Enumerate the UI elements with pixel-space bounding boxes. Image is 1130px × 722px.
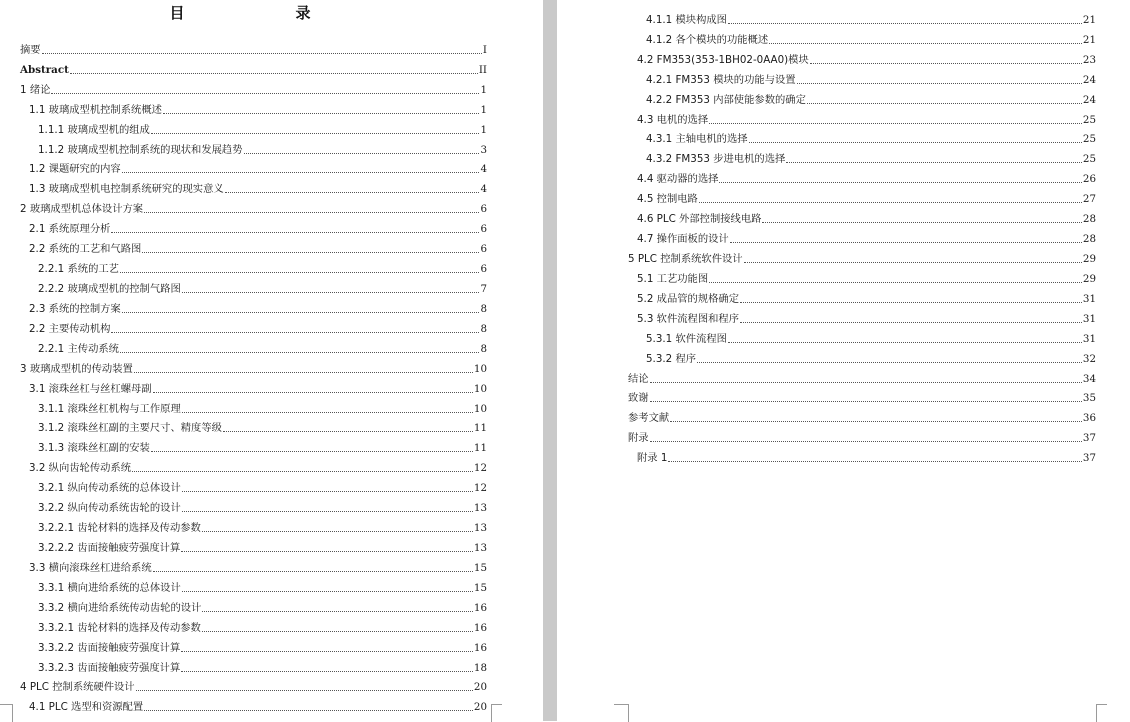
toc-leader-dots (122, 312, 480, 313)
toc-entry-page-number: 26 (1082, 173, 1096, 186)
toc-entry-title: 3.2 纵向齿轮传动系统 (29, 462, 132, 475)
toc-entry-page-number: 13 (473, 541, 487, 554)
toc-entry-title: 5.3.2 程序 (646, 352, 697, 365)
toc-entry-page-number: 31 (1082, 332, 1096, 345)
toc-leader-dots (670, 421, 1082, 422)
toc-entry-page-number: 6 (480, 223, 487, 236)
toc-entry[interactable] (20, 157, 487, 177)
toc-entry-page-number: 12 (473, 482, 487, 495)
toc-list-left (20, 37, 487, 714)
toc-leader-dots (244, 153, 480, 154)
toc-entry-title: 4.1.1 模块构成图 (646, 13, 727, 26)
toc-entry[interactable] (20, 555, 487, 575)
toc-leader-dots (709, 282, 1082, 283)
toc-entry-title: 3.1.2 滚珠丝杠副的主要尺寸、精度等级 (38, 422, 222, 435)
toc-entry[interactable] (628, 266, 1096, 286)
toc-entry[interactable] (20, 495, 487, 515)
toc-entry-title: 4.1.2 各个模块的功能概述 (646, 33, 769, 46)
toc-entry-page-number: 24 (1082, 73, 1096, 86)
toc-entry-page-number: 36 (1082, 412, 1096, 425)
toc-entry[interactable] (20, 595, 487, 615)
toc-leader-dots (181, 671, 473, 672)
toc-entry[interactable] (628, 87, 1096, 107)
toc-entry-page-number: 23 (1082, 53, 1096, 66)
crop-mark (614, 704, 629, 722)
toc-leader-dots (182, 491, 473, 492)
toc-leader-dots (181, 551, 473, 552)
toc-entry-title: 5.1 工艺功能图 (637, 272, 709, 285)
toc-list-right (628, 7, 1096, 465)
toc-entry[interactable] (20, 655, 487, 675)
toc-entry-title: 2.2.2 玻璃成型机的控制气路图 (38, 282, 181, 295)
toc-entry-page-number: 28 (1082, 233, 1096, 246)
toc-entry-title: 4.3.2 FM353 步进电机的选择 (646, 153, 786, 166)
toc-entry-page-number: 4 (480, 183, 487, 196)
toc-entry[interactable] (628, 186, 1096, 206)
toc-entry-page-number: 10 (473, 402, 487, 415)
toc-entry-page-number: 21 (1082, 33, 1096, 46)
toc-leader-dots (810, 63, 1082, 64)
toc-entry-title: 4 PLC 控制系统硬件设计 (20, 681, 135, 694)
toc-entry[interactable] (20, 256, 487, 276)
toc-entry-title: 3.3.1 横向进给系统的总体设计 (38, 581, 181, 594)
toc-entry-title: 2.2 主要传动机构 (29, 322, 111, 335)
toc-entry-page-number: 37 (1082, 432, 1096, 445)
toc-entry-title: 4.4 驱动器的选择 (637, 173, 719, 186)
toc-leader-dots (151, 451, 473, 452)
toc-entry-title: 3.2.2.2 齿面接触疲劳强度计算 (38, 541, 181, 554)
toc-leader-dots (797, 83, 1082, 84)
toc-entry-page-number: 16 (473, 601, 487, 614)
toc-entry-title: 附录 (628, 432, 649, 445)
toc-entry-title: 1.3 玻璃成型机电控制系统研究的现实意义 (29, 183, 224, 196)
toc-leader-dots (120, 272, 479, 273)
toc-entry-page-number: 25 (1082, 113, 1096, 126)
toc-entry[interactable] (628, 366, 1096, 386)
toc-entry-page-number: 24 (1082, 93, 1096, 106)
toc-entry[interactable] (20, 236, 487, 256)
toc-entry-title: 1.2 课题研究的内容 (29, 163, 121, 176)
toc-entry-title: 3.1 滚珠丝杠与丝杠螺母副 (29, 382, 152, 395)
toc-entry-page-number: 10 (473, 362, 487, 375)
toc-entry-page-number: 1 (480, 103, 487, 116)
toc-entry-title: 5.3.1 软件流程图 (646, 332, 727, 345)
toc-entry[interactable] (628, 326, 1096, 346)
toc-entry[interactable] (20, 57, 487, 77)
toc-entry[interactable] (20, 196, 487, 216)
toc-entry[interactable] (20, 396, 487, 416)
toc-leader-dots (182, 292, 480, 293)
toc-entry[interactable] (628, 27, 1096, 47)
toc-leader-dots (225, 192, 480, 193)
toc-entry-page-number: 32 (1082, 352, 1096, 365)
toc-leader-dots (730, 242, 1082, 243)
toc-leader-dots (709, 123, 1082, 124)
toc-entry-page-number: 6 (480, 263, 487, 276)
toc-entry-title: 3.2.1 纵向传动系统的总体设计 (38, 482, 181, 495)
toc-entry-page-number: 13 (473, 502, 487, 515)
toc-entry-title: 3 玻璃成型机的传动装置 (20, 362, 133, 375)
toc-entry-page-number: 28 (1082, 213, 1096, 226)
page-gutter (543, 0, 557, 721)
toc-entry[interactable] (20, 455, 487, 475)
toc-entry-page-number: 34 (1082, 372, 1096, 385)
toc-entry-title: 3.3.2.1 齿轮材料的选择及传动参数 (38, 621, 201, 634)
toc-entry-page-number: 20 (473, 701, 487, 714)
toc-leader-dots (223, 431, 473, 432)
toc-entry-page-number: 35 (1082, 392, 1096, 405)
toc-leader-dots (697, 362, 1082, 363)
toc-entry-title: 2.2.1 系统的工艺 (38, 263, 119, 276)
toc-leader-dots (163, 113, 480, 114)
toc-entry-title: 1 绪论 (20, 83, 51, 96)
toc-entry-page-number: 13 (473, 522, 487, 535)
toc-entry-page-number: 6 (480, 243, 487, 256)
toc-entry[interactable] (628, 445, 1096, 465)
toc-entry[interactable] (20, 675, 487, 695)
toc-entry-title: 参考文献 (628, 412, 670, 425)
toc-entry-page-number: 3 (480, 143, 487, 156)
toc-entry-title: 3.1.1 滚珠丝杠机构与工作原理 (38, 402, 181, 415)
toc-leader-dots (136, 690, 473, 691)
toc-entry-title: 4.5 控制电路 (637, 193, 698, 206)
toc-entry[interactable] (20, 515, 487, 535)
toc-leader-dots (740, 322, 1082, 323)
toc-entry-page-number: 16 (473, 621, 487, 634)
toc-leader-dots (181, 651, 473, 652)
toc-entry-page-number: 18 (473, 661, 487, 674)
toc-entry-title: 4.1 PLC 选型和资源配置 (29, 701, 144, 714)
toc-entry[interactable] (20, 216, 487, 236)
toc-leader-dots (182, 412, 473, 413)
toc-entry[interactable] (628, 127, 1096, 147)
toc-entry-page-number: 15 (473, 561, 487, 574)
toc-entry-title: 4.3.1 主轴电机的选择 (646, 133, 748, 146)
toc-entry[interactable] (20, 77, 487, 97)
toc-leader-dots (650, 441, 1082, 442)
toc-entry-page-number: 29 (1082, 272, 1096, 285)
toc-entry-page-number: 6 (480, 203, 487, 216)
toc-entry-title: 1.1.2 玻璃成型机控制系统的现状和发展趋势 (38, 143, 243, 156)
toc-leader-dots (153, 571, 473, 572)
toc-entry-page-number: 8 (480, 322, 487, 335)
toc-entry[interactable] (628, 67, 1096, 87)
crop-mark (491, 704, 502, 722)
toc-entry[interactable] (20, 137, 487, 157)
toc-leader-dots (202, 631, 473, 632)
toc-entry[interactable] (628, 7, 1096, 27)
toc-entry[interactable] (628, 226, 1096, 246)
toc-entry[interactable] (20, 37, 487, 57)
toc-entry-page-number: 10 (473, 382, 487, 395)
toc-entry[interactable] (628, 425, 1096, 445)
toc-entry-page-number: II (478, 63, 487, 76)
toc-entry-page-number: 25 (1082, 153, 1096, 166)
toc-entry[interactable] (20, 635, 487, 655)
toc-entry-title: 5.3 软件流程图和程序 (637, 312, 740, 325)
toc-entry-page-number: 16 (473, 641, 487, 654)
toc-entry-page-number: 37 (1082, 452, 1096, 465)
toc-entry-page-number: 20 (473, 681, 487, 694)
toc-entry-page-number: 21 (1082, 13, 1096, 26)
toc-leader-dots (749, 142, 1082, 143)
toc-entry[interactable] (20, 296, 487, 316)
toc-entry-title: 5.2 成品管的规格确定 (637, 292, 740, 305)
toc-entry[interactable] (20, 694, 487, 714)
toc-entry-title: 结论 (628, 372, 649, 385)
toc-entry-title: 2.1 系统原理分析 (29, 223, 111, 236)
toc-entry-title: 3.2.2 纵向传动系统齿轮的设计 (38, 502, 181, 515)
toc-entry-title: 3.3.2.2 齿面接触疲劳强度计算 (38, 641, 181, 654)
toc-entry[interactable] (20, 435, 487, 455)
toc-entry-page-number: 7 (480, 282, 487, 295)
toc-leader-dots (144, 710, 473, 711)
toc-leader-dots (769, 43, 1082, 44)
toc-entry[interactable] (628, 206, 1096, 226)
toc-leader-dots (51, 93, 479, 94)
toc-entry-page-number: I (482, 43, 487, 56)
toc-entry-page-number: 15 (473, 581, 487, 594)
toc-leader-dots (120, 352, 479, 353)
toc-leader-dots (42, 53, 482, 54)
toc-entry[interactable] (20, 475, 487, 495)
toc-leader-dots (142, 252, 479, 253)
toc-entry-title: 2.2.1 主传动系统 (38, 342, 119, 355)
toc-leader-dots (728, 23, 1082, 24)
toc-leader-dots (728, 342, 1082, 343)
toc-leader-dots (153, 392, 473, 393)
toc-leader-dots (182, 591, 473, 592)
toc-entry-title: 附录 1 (637, 452, 668, 465)
toc-leader-dots (650, 401, 1082, 402)
toc-entry-title: 2.2 系统的工艺和气路图 (29, 243, 142, 256)
toc-entry-title: 1.1 玻璃成型机控制系统概述 (29, 103, 162, 116)
toc-entry-title: 致谢 (628, 392, 649, 405)
toc-entry[interactable] (628, 107, 1096, 127)
toc-entry-page-number: 11 (473, 422, 487, 435)
toc-entry-title: 3.2.2.1 齿轮材料的选择及传动参数 (38, 522, 201, 535)
toc-entry[interactable] (20, 336, 487, 356)
toc-entry-title: 4.6 PLC 外部控制接线电路 (637, 213, 762, 226)
toc-entry[interactable] (20, 575, 487, 595)
toc-entry-page-number: 31 (1082, 312, 1096, 325)
toc-entry-page-number: 1 (480, 83, 487, 96)
toc-leader-dots (699, 202, 1082, 203)
toc-entry[interactable] (20, 276, 487, 296)
toc-leader-dots (202, 531, 473, 532)
toc-entry-title: 4.3 电机的选择 (637, 113, 709, 126)
toc-leader-dots (719, 182, 1081, 183)
toc-entry-page-number: 12 (473, 462, 487, 475)
toc-entry[interactable] (20, 535, 487, 555)
toc-entry[interactable] (628, 146, 1096, 166)
toc-entry-page-number: 31 (1082, 292, 1096, 305)
toc-entry-page-number: 29 (1082, 252, 1096, 265)
toc-entry[interactable] (20, 615, 487, 635)
toc-entry-title: 1.1.1 玻璃成型机的组成 (38, 123, 150, 136)
toc-entry[interactable] (628, 166, 1096, 186)
toc-leader-dots (182, 511, 473, 512)
toc-entry[interactable] (628, 246, 1096, 266)
toc-leader-dots (122, 172, 480, 173)
toc-entry-title: 4.2 FM353(353-1BH02-0AA0)模块 (637, 53, 809, 66)
toc-leader-dots (70, 73, 478, 74)
toc-entry[interactable] (628, 306, 1096, 326)
toc-entry-title: 2 玻璃成型机总体设计方案 (20, 203, 144, 216)
toc-leader-dots (144, 212, 479, 213)
toc-entry[interactable] (20, 356, 487, 376)
toc-entry-page-number: 11 (473, 442, 487, 455)
toc-leader-dots (202, 611, 473, 612)
crop-mark (0, 704, 13, 722)
toc-entry[interactable] (628, 47, 1096, 67)
toc-entry-title: Abstract (20, 63, 69, 76)
toc-entry[interactable] (20, 176, 487, 196)
toc-leader-dots (151, 133, 480, 134)
toc-leader-dots (744, 262, 1082, 263)
toc-entry[interactable] (628, 405, 1096, 425)
toc-entry-title: 3.3.2 横向进给系统传动齿轮的设计 (38, 601, 202, 614)
toc-entry-page-number: 4 (480, 163, 487, 176)
toc-entry-title: 3.1.3 滚珠丝杠副的安装 (38, 442, 150, 455)
toc-leader-dots (111, 332, 479, 333)
toc-leader-dots (650, 382, 1082, 383)
toc-leader-dots (740, 302, 1082, 303)
toc-entry-title: 3.3 横向滚珠丝杠进给系统 (29, 561, 152, 574)
toc-entry-title: 2.3 系统的控制方案 (29, 302, 121, 315)
toc-leader-dots (762, 222, 1081, 223)
toc-entry[interactable] (20, 376, 487, 396)
toc-leader-dots (134, 372, 473, 373)
toc-leader-dots (668, 461, 1081, 462)
toc-entry-page-number: 27 (1082, 193, 1096, 206)
toc-entry-title: 3.3.2.3 齿面接触疲劳强度计算 (38, 661, 181, 674)
toc-entry-title: 4.2.1 FM353 模块的功能与设置 (646, 73, 796, 86)
toc-entry[interactable] (628, 386, 1096, 406)
toc-entry-page-number: 8 (480, 302, 487, 315)
toc-entry[interactable] (20, 97, 487, 117)
crop-mark (1096, 704, 1107, 722)
toc-entry-title: 5 PLC 控制系统软件设计 (628, 252, 743, 265)
toc-entry-title: 4.2.2 FM353 内部使能参数的确定 (646, 93, 806, 106)
toc-leader-dots (132, 471, 473, 472)
toc-leader-dots (111, 232, 479, 233)
toc-leader-dots (807, 103, 1082, 104)
toc-entry-page-number: 1 (480, 123, 487, 136)
toc-entry-title: 摘要 (20, 43, 41, 56)
toc-entry[interactable] (628, 346, 1096, 366)
toc-leader-dots (786, 162, 1082, 163)
toc-entry[interactable] (20, 416, 487, 436)
toc-entry[interactable] (20, 117, 487, 137)
toc-entry[interactable] (20, 316, 487, 336)
toc-entry-page-number: 8 (480, 342, 487, 355)
toc-entry[interactable] (628, 286, 1096, 306)
toc-entry-page-number: 25 (1082, 133, 1096, 146)
toc-title: 目 录 (169, 4, 359, 22)
toc-entry-title: 4.7 操作面板的设计 (637, 233, 729, 246)
